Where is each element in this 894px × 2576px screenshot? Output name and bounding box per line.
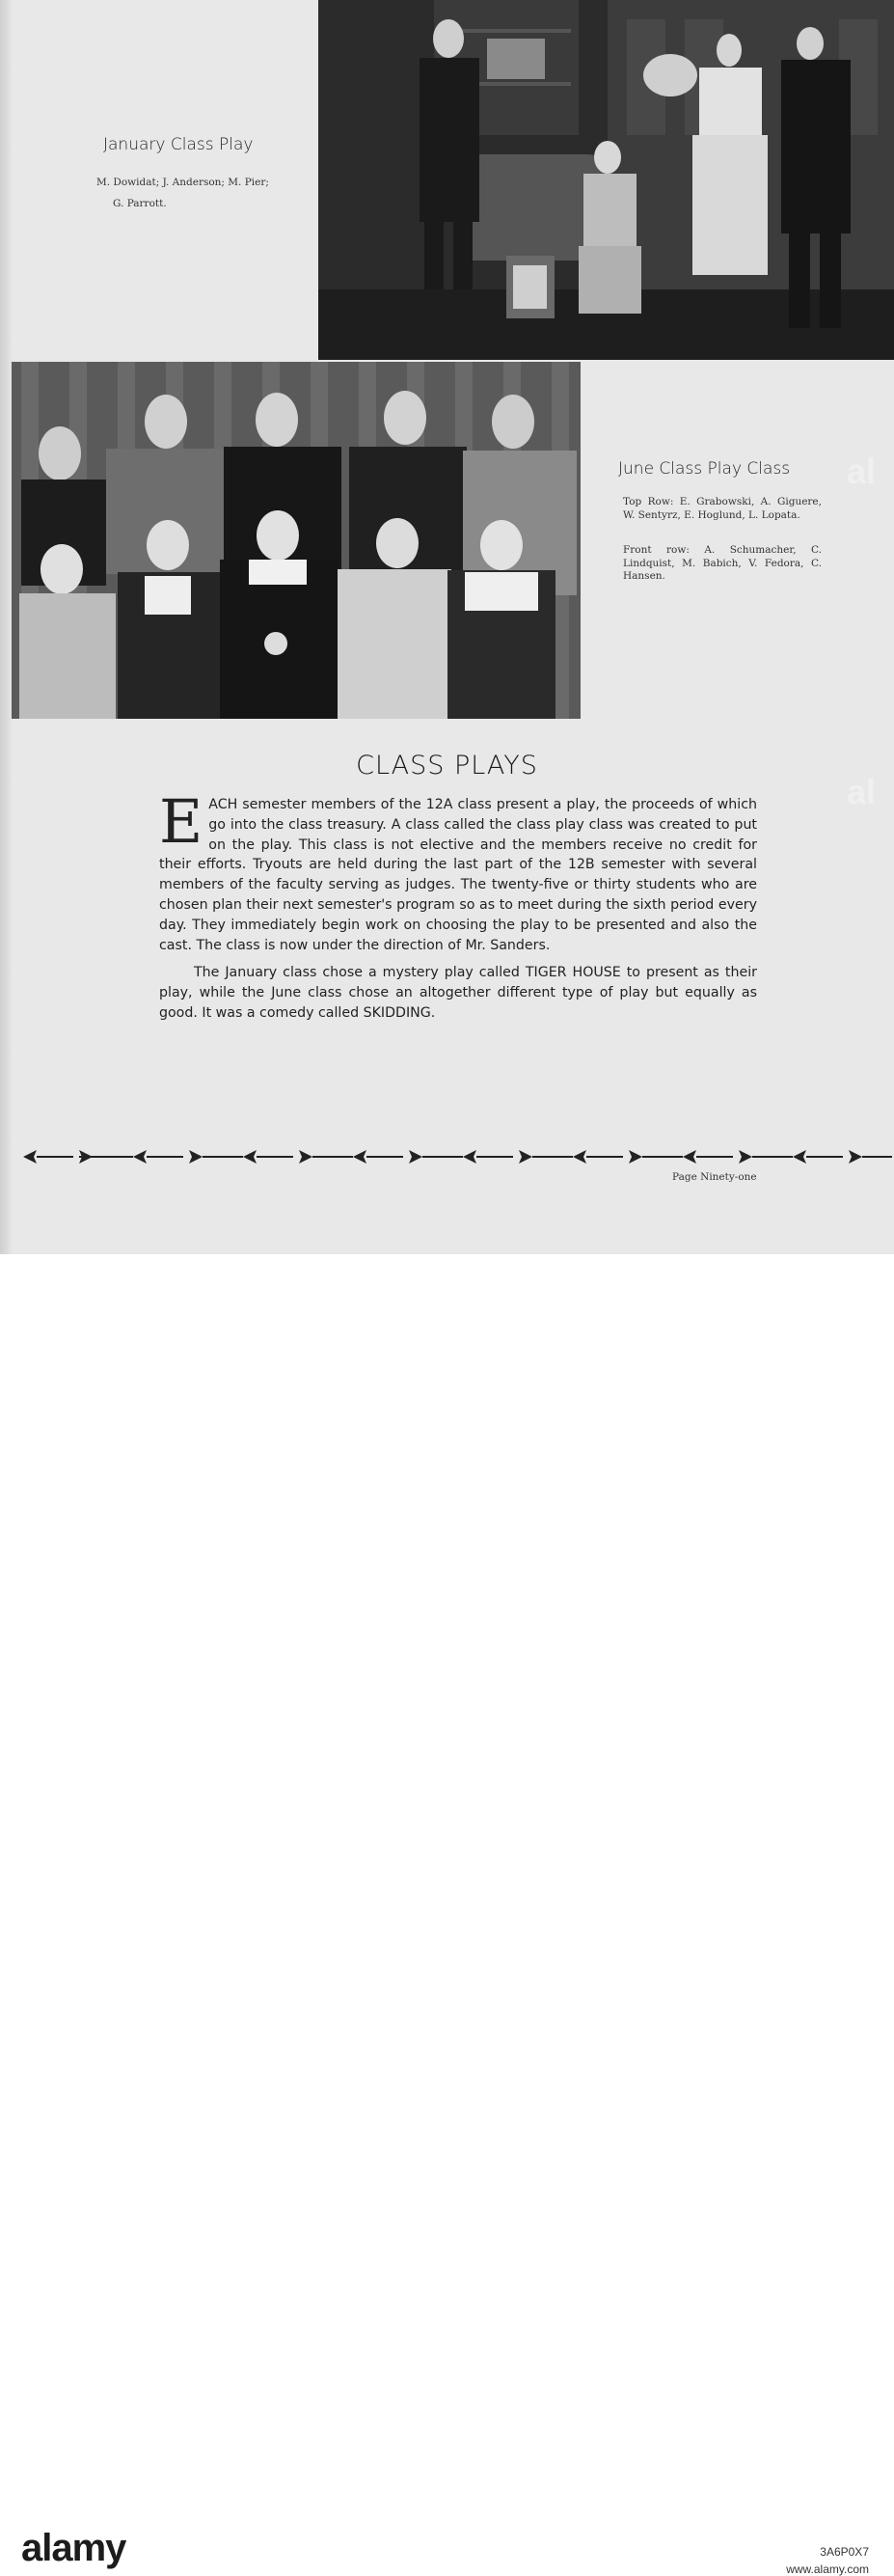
watermark-url[interactable]: www.alamy.com	[786, 2562, 869, 2576]
january-cast-line-2: G. Parrott.	[113, 198, 167, 209]
watermark-fragment: al	[847, 772, 877, 811]
drop-cap: E	[159, 786, 203, 857]
june-class-title: June Class Play Class	[618, 459, 791, 479]
paragraph-1-text: ACH semester members of the 12A class present a play, the proceeds of which go into the class treasury. A class called the class play class was created to put on the play. This class is not elective and the members receive no credit for their efforts. Tryouts are held during the last part of the 12B semester with several members of the faculty serving as judges. The twenty-five or thirty students who are chosen plan their next semester's program so as to meet during the sixth period every day. They immediately begin work on choosing the play to be presented and also the cast. The class is now under the direction of Mr. Sanders.	[159, 797, 757, 953]
page-number: Page Ninety-one	[672, 1171, 757, 1183]
svg-text:alamy: alamy	[21, 2527, 126, 2569]
page-gutter	[0, 0, 12, 1254]
image-id-label: 3A6P0X7	[820, 2545, 869, 2559]
arrow-ornament-divider	[19, 1146, 894, 1167]
watermark-fragment: al	[847, 452, 877, 491]
stock-watermark-bar	[0, 1254, 894, 2576]
yearbook-page	[0, 0, 894, 1254]
article-heading: CLASS PLAYS	[356, 751, 538, 781]
june-top-row-names: Top Row: E. Grabowski, A. Giguere, W. Sentyrz, E. Hoglund, L. Lopata.	[623, 496, 822, 521]
article-body	[159, 786, 757, 1024]
january-play-cast	[96, 175, 309, 211]
article-paragraph-1	[159, 786, 757, 955]
january-play-photo	[318, 0, 894, 360]
january-play-title: January Class Play	[103, 135, 254, 154]
june-class-photo	[12, 362, 581, 719]
january-cast-line-1: M. Dowidat; J. Anderson; M. Pier;	[96, 177, 269, 188]
alamy-logo	[21, 2526, 176, 2570]
june-front-row-names: Front row: A. Schumacher, C. Lindquist, M. Babich, V. Fedora, C. Hansen.	[623, 544, 822, 582]
article-paragraph-2: The January class chose a mystery play called TIGER HOUSE to present as their play, while the June class chose an altogether different type of play but equally as good. It was a comedy called SKIDDING.	[159, 965, 757, 1021]
